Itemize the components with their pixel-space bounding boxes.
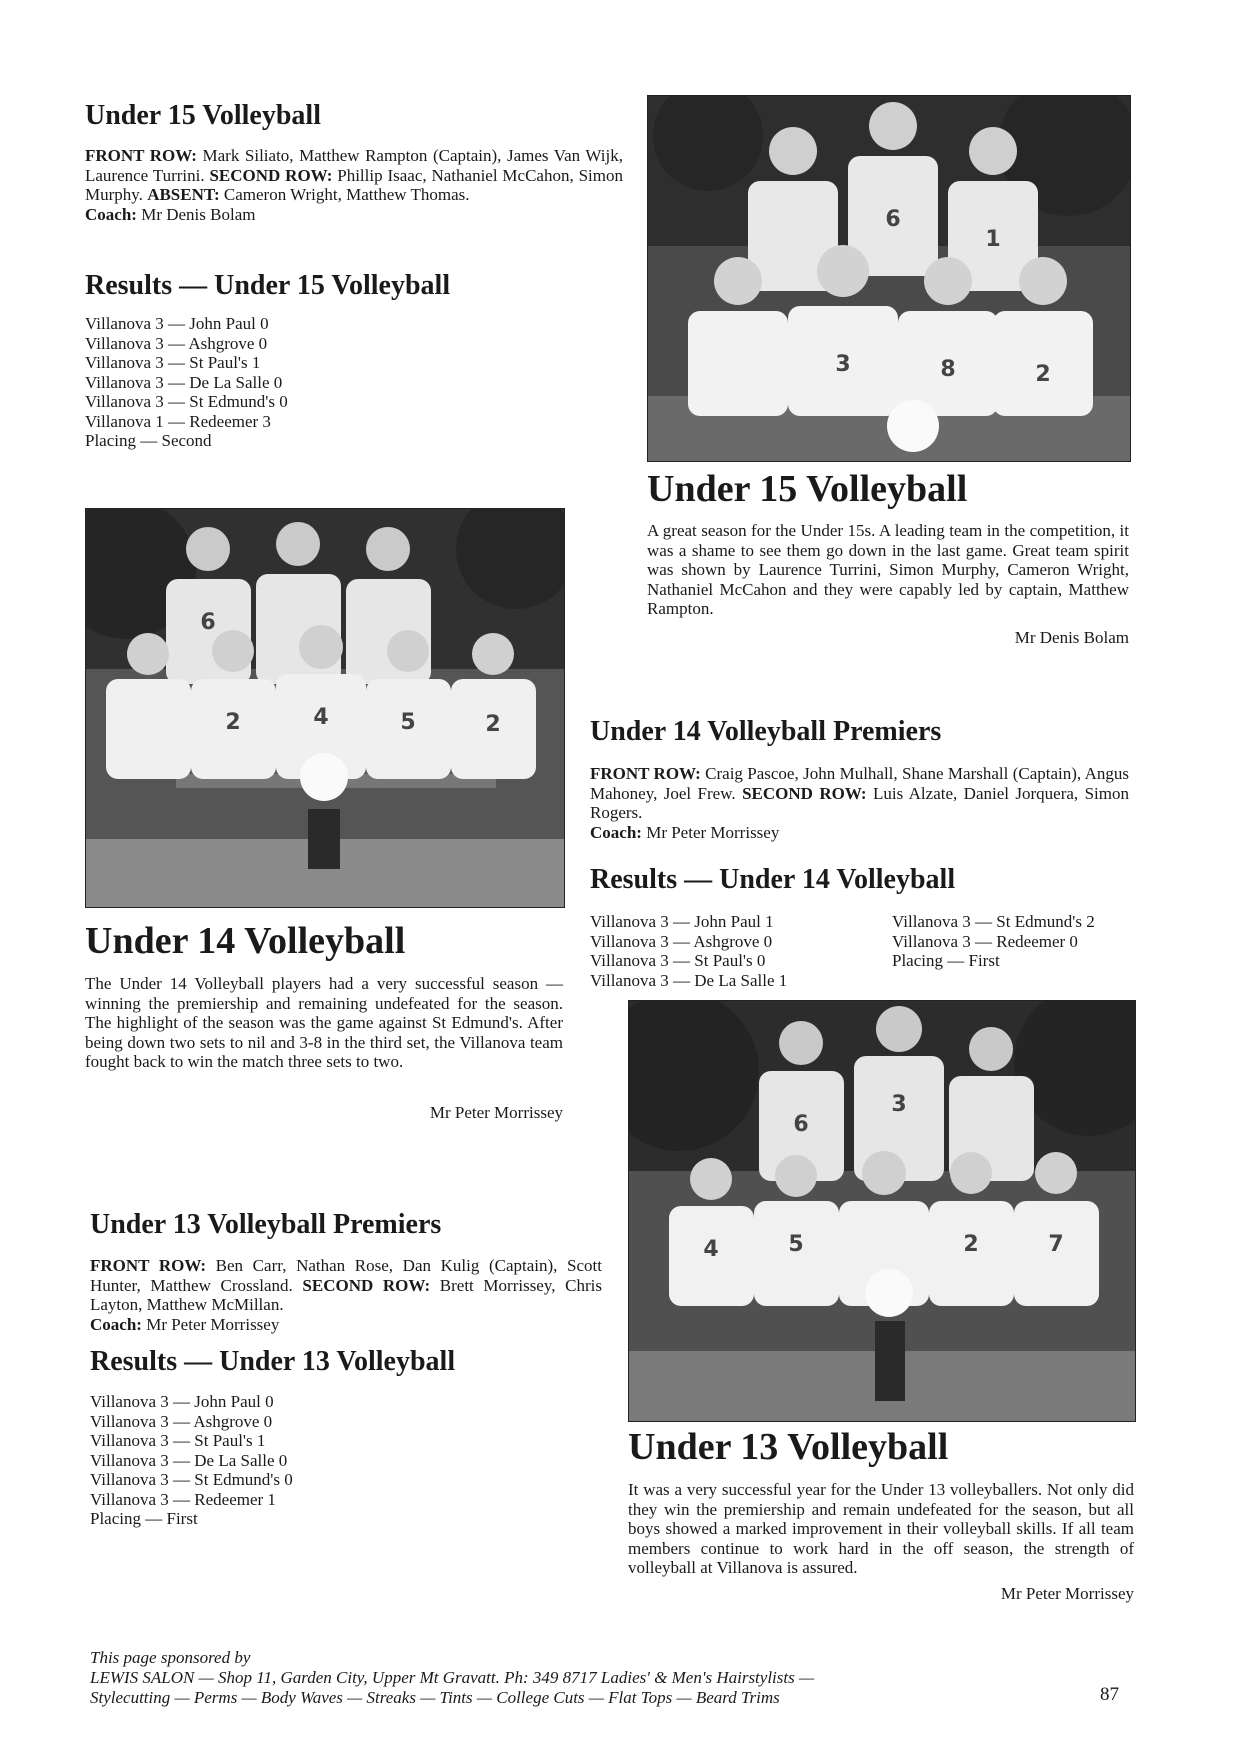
- jersey-number: 7: [1048, 1232, 1064, 1257]
- u15-team-title: Under 15 Volleyball: [85, 100, 321, 131]
- jersey-number: 2: [1035, 362, 1051, 387]
- sponsor-line-1: LEWIS SALON — Shop 11, Garden City, Upper Mt Gravatt. Ph: 349 8717 Ladies' & Men's Hairstylists —: [90, 1668, 815, 1687]
- u14-signature: Mr Peter Morrissey: [429, 1103, 563, 1122]
- result-line: Villanova 3 — St Edmund's 0: [90, 1470, 293, 1489]
- result-line: Villanova 3 — De La Salle 0: [85, 372, 283, 392]
- result-line: Villanova 3 — John Paul 1: [590, 912, 774, 931]
- u15-photo-drawing: [648, 96, 1130, 461]
- result-line: Villanova 3 — Ashgrove 0: [90, 1411, 273, 1431]
- jersey-number: 4: [313, 705, 329, 730]
- u15-team-photo: [647, 95, 1131, 462]
- result-line: Placing — First: [892, 951, 1000, 970]
- result-line: Villanova 3 — St Paul's 1: [85, 353, 261, 372]
- u13-report-title: Under 13 Volleyball: [628, 1426, 949, 1468]
- jersey-number: 2: [225, 710, 241, 735]
- u13-photo-drawing: [629, 1001, 1135, 1421]
- u15-report-title: Under 15 Volleyball: [647, 468, 968, 510]
- result-line: Placing — Second: [85, 431, 212, 450]
- u15-results-title: Results — Under 15 Volleyball: [85, 270, 451, 301]
- result-line: Villanova 3 — John Paul 0: [90, 1392, 274, 1411]
- u13-signature: Mr Peter Morrissey: [1000, 1584, 1134, 1603]
- u14-team-title: Under 14 Volleyball Premiers: [590, 716, 942, 747]
- jersey-number: 3: [835, 352, 851, 377]
- result-line: Villanova 3 — St Edmund's 2: [892, 912, 1095, 931]
- u15-report-text: A great season for the Under 15s. A leading team in the competition, it was a shame to see them go down in the last game. Great team spirit was shown by Laurence Turrini, Simon Murphy, Cameron Wright, Nathaniel McCahon and they were capably led by captain, Matthew Rampton.: [647, 521, 1129, 618]
- u13-results-title: Results — Under 13 Volleyball: [90, 1346, 456, 1377]
- page-number: 87: [1100, 1684, 1119, 1705]
- result-line: Villanova 3 — Ashgrove 0: [85, 333, 268, 353]
- u15-signature: Mr Denis Bolam: [1014, 628, 1129, 647]
- result-line: Villanova 3 — Redeemer 1: [90, 1489, 276, 1509]
- result-line: Placing — First: [90, 1509, 198, 1528]
- jersey-number: 5: [400, 710, 416, 735]
- jersey-number: 2: [485, 712, 501, 737]
- u13-results-list: [90, 1392, 293, 1529]
- u15-team-list: FRONT ROW: Mark Siliato, Matthew Rampton (Captain), James Van Wijk, Laurence Turrini. SECOND ROW: Phillip Isaac, Nathaniel McCahon, Simon Murphy. ABSENT: Cameron Wright, Matthew Thomas. Coach: Mr Denis Bolam: [85, 146, 623, 224]
- result-line: Villanova 3 — St Paul's 1: [90, 1431, 266, 1450]
- u14-results-title: Results — Under 14 Volleyball: [590, 864, 956, 895]
- result-line: Villanova 3 — St Edmund's 0: [85, 392, 288, 411]
- u13-team-title: Under 13 Volleyball Premiers: [90, 1209, 442, 1240]
- u14-report-title: Under 14 Volleyball: [85, 920, 406, 962]
- result-line: Villanova 3 — John Paul 0: [85, 314, 269, 333]
- jersey-number: 6: [200, 610, 216, 635]
- result-line: Villanova 1 — Redeemer 3: [85, 411, 271, 431]
- u14-team-photo: [85, 508, 565, 908]
- u13-report-text: It was a very successful year for the Under 13 volleyballers. Not only did they win the premiership and remain undefeated for the season, but all boys showed a marked improvement in their volleyball skills. If all team members continue to work hard in the off season, the strength of volleyball at Villanova is assured.: [628, 1480, 1134, 1577]
- jersey-number: 4: [703, 1237, 719, 1262]
- result-line: Villanova 3 — St Paul's 0: [590, 951, 766, 970]
- jersey-number: 1: [985, 227, 1001, 252]
- u13-team-photo: [628, 1000, 1136, 1422]
- u14-team-list: FRONT ROW: Craig Pascoe, John Mulhall, Shane Marshall (Captain), Angus Mahoney, Joel Frew. SECOND ROW: Luis Alzate, Daniel Jorquera, Simon Rogers. Coach: Mr Peter Morrissey: [590, 764, 1129, 842]
- u13-team-list: FRONT ROW: Ben Carr, Nathan Rose, Dan Kulig (Captain), Scott Hunter, Matthew Crossland. SECOND ROW: Brett Morrissey, Chris Layton, Matthew McMillan. Coach: Mr Peter Morrissey: [90, 1256, 602, 1334]
- jersey-number: 6: [793, 1112, 809, 1137]
- result-line: Villanova 3 — Redeemer 0: [892, 931, 1078, 951]
- jersey-number: 3: [891, 1092, 907, 1117]
- u14-results-col1: [590, 912, 787, 990]
- result-line: Villanova 3 — De La Salle 1: [590, 970, 788, 990]
- u14-photo-drawing: [86, 509, 564, 907]
- jersey-number: 5: [788, 1232, 804, 1257]
- jersey-number: 6: [885, 207, 901, 232]
- u15-results-list: [85, 314, 288, 451]
- sponsor-label: This page sponsored by: [90, 1648, 251, 1667]
- sponsor-line-2: Stylecutting — Perms — Body Waves — Streaks — Tints — College Cuts — Flat Tops — Beard Trims: [90, 1688, 780, 1707]
- u14-report-text: The Under 14 Volleyball players had a very successful season — winning the premiership and remaining undefeated for the season. The highlight of the season was the game against St Edmund's. After being down two sets to nil and 3-8 in the third set, the Villanova team fought back to win the match three sets to two.: [85, 974, 563, 1071]
- u14-results-col2: [892, 912, 1095, 971]
- jersey-number: 2: [963, 1232, 979, 1257]
- result-line: Villanova 3 — Ashgrove 0: [590, 931, 773, 951]
- result-line: Villanova 3 — De La Salle 0: [90, 1450, 288, 1470]
- jersey-number: 8: [940, 357, 956, 382]
